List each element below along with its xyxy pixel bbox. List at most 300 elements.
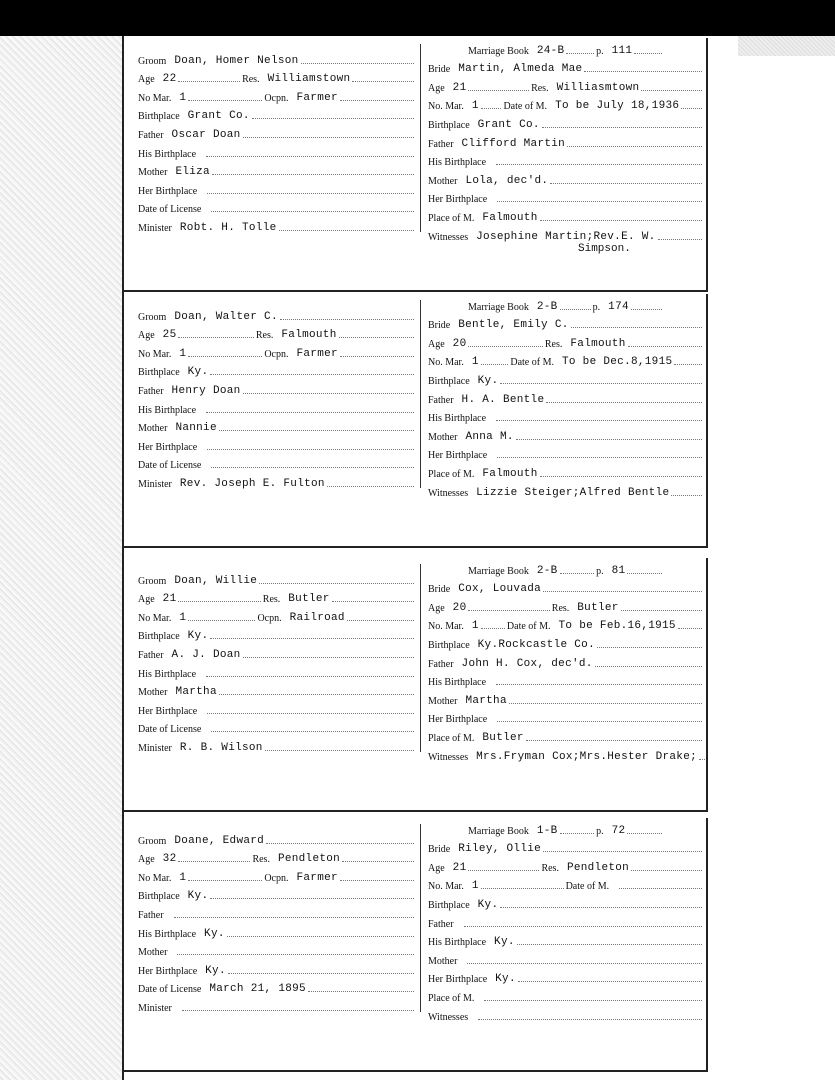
dotted-leader	[211, 731, 414, 732]
dotted-leader	[481, 888, 564, 889]
dotted-leader	[678, 628, 702, 629]
dotted-leader	[243, 393, 414, 394]
dotted-leader	[516, 439, 702, 440]
birthplace-label: Birthplace	[138, 367, 180, 379]
minister-row	[138, 735, 416, 754]
bride-value: Martin, Almeda Mae	[458, 63, 583, 76]
mother-value: Nannie	[175, 422, 217, 435]
her-birthplace-value: Ky.	[495, 973, 516, 986]
dotted-leader	[478, 1019, 702, 1020]
birthplace-label: Birthplace	[428, 639, 470, 651]
dotted-leader	[340, 356, 414, 357]
father-label: Father	[428, 658, 454, 670]
father-value: Henry Doan	[171, 384, 241, 397]
bride-her-birthplace-row	[428, 443, 704, 462]
res-value: Williamstown	[267, 73, 351, 86]
column-divider	[420, 300, 421, 488]
dotted-leader	[188, 356, 262, 357]
page-value: 111	[611, 44, 633, 57]
father-value: A. J. Doan	[171, 648, 241, 661]
his-birthplace-label: His Birthplace	[428, 413, 487, 425]
dotted-leader	[628, 346, 702, 347]
column-divider	[420, 44, 421, 232]
bride-nomar-date-row	[428, 350, 704, 369]
date-of-license-row	[138, 453, 416, 472]
age-value: 20	[452, 601, 467, 614]
groom-nomar-ocpn-row	[138, 605, 416, 624]
bride-nomar-date-row	[428, 94, 704, 113]
her-birthplace-value: Ky.	[205, 964, 226, 977]
minister-value: Rev. Joseph E. Fulton	[179, 477, 325, 490]
place-of-m-label: Place of M.	[428, 992, 475, 1004]
dotted-leader	[332, 601, 414, 602]
groom-nomar-ocpn-row	[138, 341, 416, 360]
date-of-m-label: Date of M.	[503, 101, 548, 113]
witnesses-row	[428, 480, 704, 499]
dotted-leader	[481, 628, 505, 629]
no-mar-bride-label: No. Mar.	[428, 881, 464, 893]
dotted-leader	[595, 666, 702, 667]
marriage-record-card	[124, 38, 708, 292]
birthplace-value: Ky.	[187, 630, 209, 643]
minister-row	[138, 471, 416, 490]
no-mar-value: 1	[179, 611, 187, 624]
birthplace-value: Ky.Rockcastle Co.	[477, 638, 595, 651]
no-mar-value: 1	[179, 871, 187, 884]
no-mar-bride-value: 1	[471, 620, 479, 633]
marriage-book-label: Marriage Book	[468, 825, 529, 837]
dotted-leader	[560, 833, 595, 834]
bride-value: Riley, Ollie	[458, 843, 542, 856]
groom-age-res-row	[138, 67, 416, 86]
age-label: Age	[138, 330, 155, 342]
minister-label: Minister	[138, 222, 172, 234]
age-value: 20	[452, 337, 467, 350]
father-label: Father	[138, 129, 164, 141]
groom-her-birthplace-row	[138, 178, 416, 197]
marriage-book-row	[428, 294, 704, 313]
birthplace-value: Ky.	[187, 366, 209, 379]
bride-row	[428, 57, 704, 76]
birthplace-value: Grant Co.	[477, 118, 540, 131]
her-birthplace-label: Her Birthplace	[138, 965, 198, 977]
father-label: Father	[428, 918, 454, 930]
place-of-m-value: Falmouth	[482, 211, 538, 224]
groom-father-row	[138, 642, 416, 661]
father-label: Father	[138, 385, 164, 397]
res-value: Pendleton	[566, 861, 630, 874]
ocpn-label: Ocpn.	[264, 348, 289, 360]
res-label: Res.	[551, 602, 570, 614]
mother-value: Lola, dec'd.	[465, 174, 549, 187]
mother-label: Mother	[138, 687, 168, 699]
bride-his-birthplace-row	[428, 150, 704, 169]
dotted-leader	[496, 420, 702, 421]
dotted-leader	[619, 888, 702, 889]
her-birthplace-label: Her Birthplace	[138, 441, 198, 453]
dotted-leader	[265, 750, 414, 751]
dotted-leader	[178, 81, 240, 82]
date-of-license-row	[138, 717, 416, 736]
groom-his-birthplace-row	[138, 921, 416, 940]
res-label: Res.	[252, 854, 270, 866]
his-birthplace-label: His Birthplace	[428, 157, 487, 169]
dotted-leader	[496, 684, 702, 685]
dotted-leader	[540, 220, 702, 221]
age-value: 32	[162, 853, 177, 866]
dotted-leader	[207, 449, 414, 450]
dotted-leader	[279, 230, 414, 231]
groom-row	[138, 828, 416, 847]
res-value: Butler	[577, 601, 619, 614]
dotted-leader	[280, 319, 414, 320]
bride-row	[428, 837, 704, 856]
no-mar-label: No Mar.	[138, 612, 172, 624]
dotted-leader	[243, 657, 414, 658]
minister-value: R. B. Wilson	[179, 741, 263, 754]
dotted-leader	[339, 337, 414, 338]
father-value: H. A. Bentle	[461, 393, 545, 406]
groom-mother-row	[138, 940, 416, 959]
marriage-book-row	[428, 38, 704, 57]
dotted-leader	[342, 861, 414, 862]
groom-mother-row	[138, 416, 416, 435]
bride-his-birthplace-row	[428, 670, 704, 689]
date-of-license-label: Date of License	[138, 460, 202, 472]
date-of-license-label: Date of License	[138, 984, 202, 996]
bride-her-birthplace-row	[428, 187, 704, 206]
dotted-leader	[210, 898, 414, 899]
dotted-leader	[658, 239, 702, 240]
marriage-record-card	[124, 294, 708, 548]
dotted-leader	[210, 638, 414, 639]
dotted-leader	[484, 1000, 702, 1001]
age-label: Age	[138, 854, 155, 866]
witnesses-label: Witnesses	[428, 751, 469, 763]
date-of-license-row	[138, 977, 416, 996]
bride-his-birthplace-row	[428, 930, 704, 949]
ocpn-value: Farmer	[296, 347, 338, 360]
bride-age-res-row	[428, 855, 704, 874]
his-birthplace-value: Ky.	[494, 936, 515, 949]
dotted-leader	[571, 327, 702, 328]
date-of-m-value: To be Dec.8,1915	[561, 356, 673, 369]
dotted-leader	[243, 137, 414, 138]
place-of-m-label: Place of M.	[428, 468, 475, 480]
dotted-leader	[543, 851, 702, 852]
res-value: Butler	[288, 593, 330, 606]
bride-value: Bentle, Emily C.	[458, 319, 569, 332]
dotted-leader	[188, 880, 262, 881]
marriage-book-value: 24-B	[536, 44, 565, 57]
mother-label: Mother	[428, 175, 458, 187]
his-birthplace-value: Ky.	[204, 927, 225, 940]
birthplace-value: Ky.	[187, 890, 209, 903]
bride-label: Bride	[428, 320, 451, 332]
groom-her-birthplace-row	[138, 958, 416, 977]
dotted-leader	[674, 364, 702, 365]
father-label: Father	[428, 138, 454, 150]
groom-value: Doane, Edward	[174, 834, 265, 847]
dotted-leader	[177, 954, 414, 955]
her-birthplace-label: Her Birthplace	[428, 974, 488, 986]
dotted-leader	[228, 973, 414, 974]
groom-row	[138, 48, 416, 67]
scan-right-margin	[708, 36, 835, 1080]
dotted-leader	[671, 495, 702, 496]
dotted-leader	[634, 53, 662, 54]
her-birthplace-label: Her Birthplace	[138, 185, 198, 197]
father-label: Father	[428, 394, 454, 406]
father-value: Clifford Martin	[461, 137, 566, 150]
groom-father-row	[138, 378, 416, 397]
bride-mother-row	[428, 168, 704, 187]
birthplace-value: Ky.	[477, 374, 499, 387]
dotted-leader	[207, 713, 414, 714]
date-of-license-label: Date of License	[138, 724, 202, 736]
dotted-leader	[178, 601, 260, 602]
dotted-leader	[174, 917, 414, 918]
dotted-leader	[219, 694, 414, 695]
dotted-leader	[543, 591, 702, 592]
groom-his-birthplace-row	[138, 397, 416, 416]
age-label: Age	[428, 862, 445, 874]
groom-row	[138, 304, 416, 323]
groom-row	[138, 568, 416, 587]
bride-her-birthplace-row	[428, 707, 704, 726]
place-of-marriage-row	[428, 461, 704, 480]
witnesses-value: Lizzie Steiger;Alfred Bentle	[476, 486, 670, 499]
groom-his-birthplace-row	[138, 661, 416, 680]
page-value: 174	[608, 300, 629, 313]
his-birthplace-label: His Birthplace	[428, 677, 487, 689]
bride-birthplace-row	[428, 368, 704, 387]
dotted-leader	[496, 164, 702, 165]
bride-birthplace-row	[428, 892, 704, 911]
bride-father-row	[428, 387, 704, 406]
bride-his-birthplace-row	[428, 406, 704, 425]
father-value: Oscar Doan	[171, 128, 241, 141]
marriage-book-label: Marriage Book	[468, 565, 529, 577]
bride-age-res-row	[428, 595, 704, 614]
mother-value: Martha	[465, 694, 507, 707]
groom-nomar-ocpn-row	[138, 865, 416, 884]
birthplace-label: Birthplace	[428, 899, 470, 911]
dotted-leader	[560, 573, 595, 574]
groom-column	[138, 304, 416, 490]
groom-value: Doan, Walter C.	[174, 310, 278, 323]
dotted-leader	[526, 740, 702, 741]
groom-nomar-ocpn-row	[138, 85, 416, 104]
no-mar-bride-label: No. Mar.	[428, 621, 464, 633]
dotted-leader	[518, 981, 702, 982]
place-of-marriage-row	[428, 205, 704, 224]
marriage-book-row	[428, 558, 704, 577]
groom-mother-row	[138, 680, 416, 699]
scan-left-margin	[0, 36, 122, 1080]
dotted-leader	[327, 486, 414, 487]
dotted-leader	[178, 337, 253, 338]
dotted-leader	[212, 174, 414, 175]
dotted-leader	[178, 861, 250, 862]
dotted-leader	[347, 620, 414, 621]
bride-age-res-row	[428, 75, 704, 94]
groom-value: Doan, Willie	[174, 574, 258, 587]
dotted-leader	[567, 146, 702, 147]
bride-mother-row	[428, 948, 704, 967]
dotted-leader	[219, 430, 414, 431]
bride-column	[428, 294, 704, 499]
her-birthplace-label: Her Birthplace	[428, 194, 488, 206]
groom-birthplace-row	[138, 624, 416, 643]
mother-value: Anna M.	[465, 430, 514, 443]
no-mar-bride-label: No. Mar.	[428, 357, 464, 369]
dotted-leader	[627, 573, 662, 574]
res-label: Res.	[262, 594, 281, 606]
groom-father-row	[138, 902, 416, 921]
groom-column	[138, 48, 416, 234]
groom-age-res-row	[138, 847, 416, 866]
dotted-leader	[497, 721, 702, 722]
groom-his-birthplace-row	[138, 141, 416, 160]
place-of-marriage-row	[428, 985, 704, 1004]
dotted-leader	[497, 201, 702, 202]
page-label: p.	[592, 301, 601, 313]
res-value: Pendleton	[277, 853, 341, 866]
father-value: John H. Cox, dec'd.	[461, 657, 593, 670]
mother-label: Mother	[428, 955, 458, 967]
place-of-m-label: Place of M.	[428, 212, 475, 224]
age-value: 25	[162, 329, 177, 342]
no-mar-label: No Mar.	[138, 872, 172, 884]
ocpn-label: Ocpn.	[264, 872, 289, 884]
dotted-leader	[621, 610, 702, 611]
her-birthplace-label: Her Birthplace	[138, 705, 198, 717]
mother-label: Mother	[428, 695, 458, 707]
groom-birthplace-row	[138, 360, 416, 379]
dotted-leader	[597, 647, 702, 648]
birthplace-value: Grant Co.	[187, 110, 250, 123]
ocpn-value: Farmer	[296, 871, 338, 884]
date-of-m-label: Date of M.	[565, 881, 610, 893]
marriage-book-label: Marriage Book	[468, 301, 529, 313]
place-of-m-label: Place of M.	[428, 732, 475, 744]
mother-value: Martha	[175, 686, 217, 699]
dotted-leader	[207, 193, 414, 194]
witnesses-continued: Simpson.	[578, 242, 631, 255]
mother-label: Mother	[138, 947, 168, 959]
dotted-leader	[252, 118, 414, 119]
dotted-leader	[546, 402, 702, 403]
bride-mother-row	[428, 688, 704, 707]
ocpn-label: Ocpn.	[257, 612, 282, 624]
res-value: Falmouth	[570, 337, 626, 350]
groom-label: Groom	[138, 575, 167, 587]
dotted-leader	[481, 108, 502, 109]
bride-label: Bride	[428, 584, 451, 596]
bride-column	[428, 38, 704, 257]
marriage-book-value: 2-B	[536, 564, 558, 577]
date-of-license-label: Date of License	[138, 204, 202, 216]
page-label: p.	[596, 825, 604, 837]
dotted-leader	[464, 926, 702, 927]
dotted-leader	[566, 53, 594, 54]
dotted-leader	[481, 364, 509, 365]
groom-label: Groom	[138, 835, 167, 847]
birthplace-value: Ky.	[477, 898, 499, 911]
date-of-m-value: To be July 18,1936	[555, 100, 680, 113]
dotted-leader	[188, 620, 255, 621]
his-birthplace-label: His Birthplace	[138, 404, 197, 416]
page-label: p.	[596, 565, 604, 577]
marriage-record-card	[124, 818, 708, 1072]
ocpn-value: Railroad	[289, 611, 345, 624]
no-mar-label: No Mar.	[138, 92, 172, 104]
minister-row	[138, 215, 416, 234]
groom-value: Doan, Homer Nelson	[174, 54, 299, 67]
groom-label: Groom	[138, 311, 167, 323]
dotted-leader	[206, 412, 414, 413]
witnesses-row	[428, 1004, 704, 1023]
page-value: 81	[611, 564, 626, 577]
marriage-book-row	[428, 818, 704, 837]
minister-label: Minister	[138, 478, 172, 490]
date-of-m-value: To be Feb.16,1915	[558, 620, 676, 633]
dotted-leader	[340, 880, 414, 881]
bride-her-birthplace-row	[428, 967, 704, 986]
bride-father-row	[428, 651, 704, 670]
witnesses-label: Witnesses	[428, 1011, 469, 1023]
dotted-leader	[500, 383, 702, 384]
witnesses-row	[428, 744, 704, 763]
groom-age-res-row	[138, 587, 416, 606]
groom-label: Groom	[138, 55, 167, 67]
father-label: Father	[138, 649, 164, 661]
mother-label: Mother	[138, 423, 168, 435]
dotted-leader	[509, 703, 702, 704]
bride-age-res-row	[428, 331, 704, 350]
birthplace-label: Birthplace	[138, 891, 180, 903]
dotted-leader	[211, 211, 414, 212]
her-birthplace-label: Her Birthplace	[428, 714, 488, 726]
dotted-leader	[211, 467, 414, 468]
witnesses-label: Witnesses	[428, 487, 469, 499]
dotted-leader	[468, 610, 549, 611]
dotted-leader	[699, 759, 705, 760]
dotted-leader	[550, 183, 702, 184]
bride-birthplace-row	[428, 632, 704, 651]
bride-father-row	[428, 131, 704, 150]
date-of-license-row	[138, 197, 416, 216]
age-label: Age	[138, 74, 155, 86]
res-label: Res.	[544, 338, 563, 350]
groom-mother-row	[138, 160, 416, 179]
minister-row	[138, 995, 416, 1014]
marriage-book-value: 2-B	[536, 300, 558, 313]
minister-label: Minister	[138, 1002, 172, 1014]
dotted-leader	[467, 963, 702, 964]
date-of-m-label: Date of M.	[510, 357, 554, 369]
scan-top-border	[0, 0, 835, 36]
no-mar-bride-label: No. Mar.	[428, 101, 464, 113]
res-label: Res.	[541, 862, 559, 874]
mother-value: Eliza	[175, 166, 210, 179]
dotted-leader	[206, 156, 414, 157]
res-value: Williasmtown	[556, 81, 640, 94]
dotted-leader	[266, 843, 414, 844]
mother-label: Mother	[428, 431, 458, 443]
witnesses-value: Mrs.Fryman Cox;Mrs.Hester Drake;	[476, 750, 697, 763]
